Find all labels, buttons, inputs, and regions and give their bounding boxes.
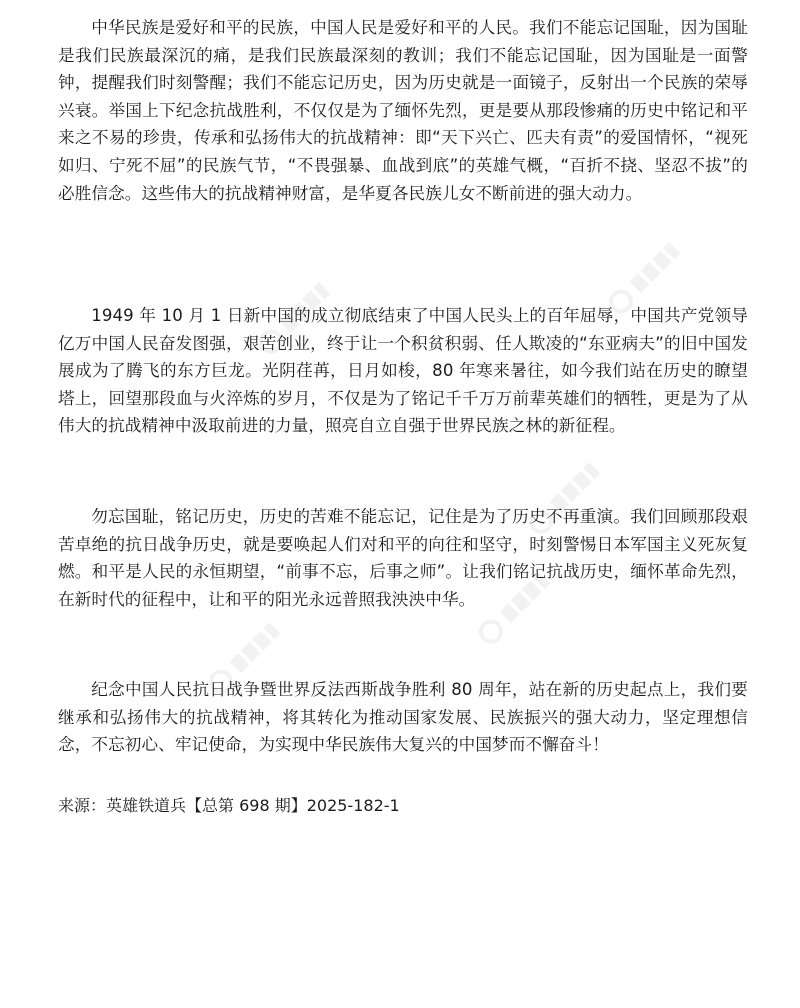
paragraph-3: 勿忘国耻，铭记历史，历史的苦难不能忘记，记住是为了历史不再重演。我们回顾那段艰苦卓绝的抗日战争历史，就是要唤起人们对和平的向往和坚守，时刻警惕日本军国主义死灰复燃。和平是人民的永恒期望，“前事不忘，后事之师”。让我们铭记抗战历史，缅怀革命先烈，在新时代的征程中，让和平的阳光永远普照我泱泱中华。 [58,507,748,609]
source-line: 来源：英雄铁道兵【总第 698 期】2025-182-1 [58,796,400,815]
paragraph-2: 1949 年 10 月 1 日新中国的成立彻底结束了中国人民头上的百年屈辱，中国共产党领导亿万中国人民奋发图强，艰苦创业，终于让一个积贫积弱、任人欺凌的“东亚病夫”的旧中国发展成为了腾飞的东方巨龙。光阴荏苒，日月如梭，80 年寒来暑往，如今我们站在历史的瞭望塔上，回望那段血与火淬炼的岁月，不仅是为了铭记千千万万前辈英雄们的牺牲，更是为了从伟大的抗战精神中汲取前进的力量，照亮自立自强于世界民族之林的新征程。 [58,306,748,436]
paragraph-1: 中华民族是爱好和平的民族，中国人民是爱好和平的人民。我们不能忘记国耻，因为国耻是我们民族最深沉的痛，是我们民族最深刻的教训；我们不能忘记国耻，因为国耻是一面警钟，提醒我们时刻警醒；我们不能忘记历史，因为历史就是一面镜子，反射出一个民族的荣辱兴衰。举国上下纪念抗战胜利，不仅仅是为了缅怀先烈，更是要从那段惨痛的历史中铭记和平来之不易的珍贵，传承和弘扬伟大的抗战精神：即“天下兴亡、匹夫有责”的爱国情怀，“视死如归、宁死不屈”的民族气节，“不畏强暴、血战到底”的英雄气概，“百折不挠、坚忍不拔”的必胜信念。这些伟大的抗战精神财富，是华夏各民族儿女不断前进的强大动力。 [58,18,748,203]
paragraph-4: 纪念中国人民抗日战争暨世界反法西斯战争胜利 80 周年，站在新的历史起点上，我们要继承和弘扬伟大的抗战精神，将其转化为推动国家发展、民族振兴的强大动力，坚定理想信念，不忘初心、牢记使命，为实现中华民族伟大复兴的中国梦而不懈奋斗！ [58,680,748,755]
